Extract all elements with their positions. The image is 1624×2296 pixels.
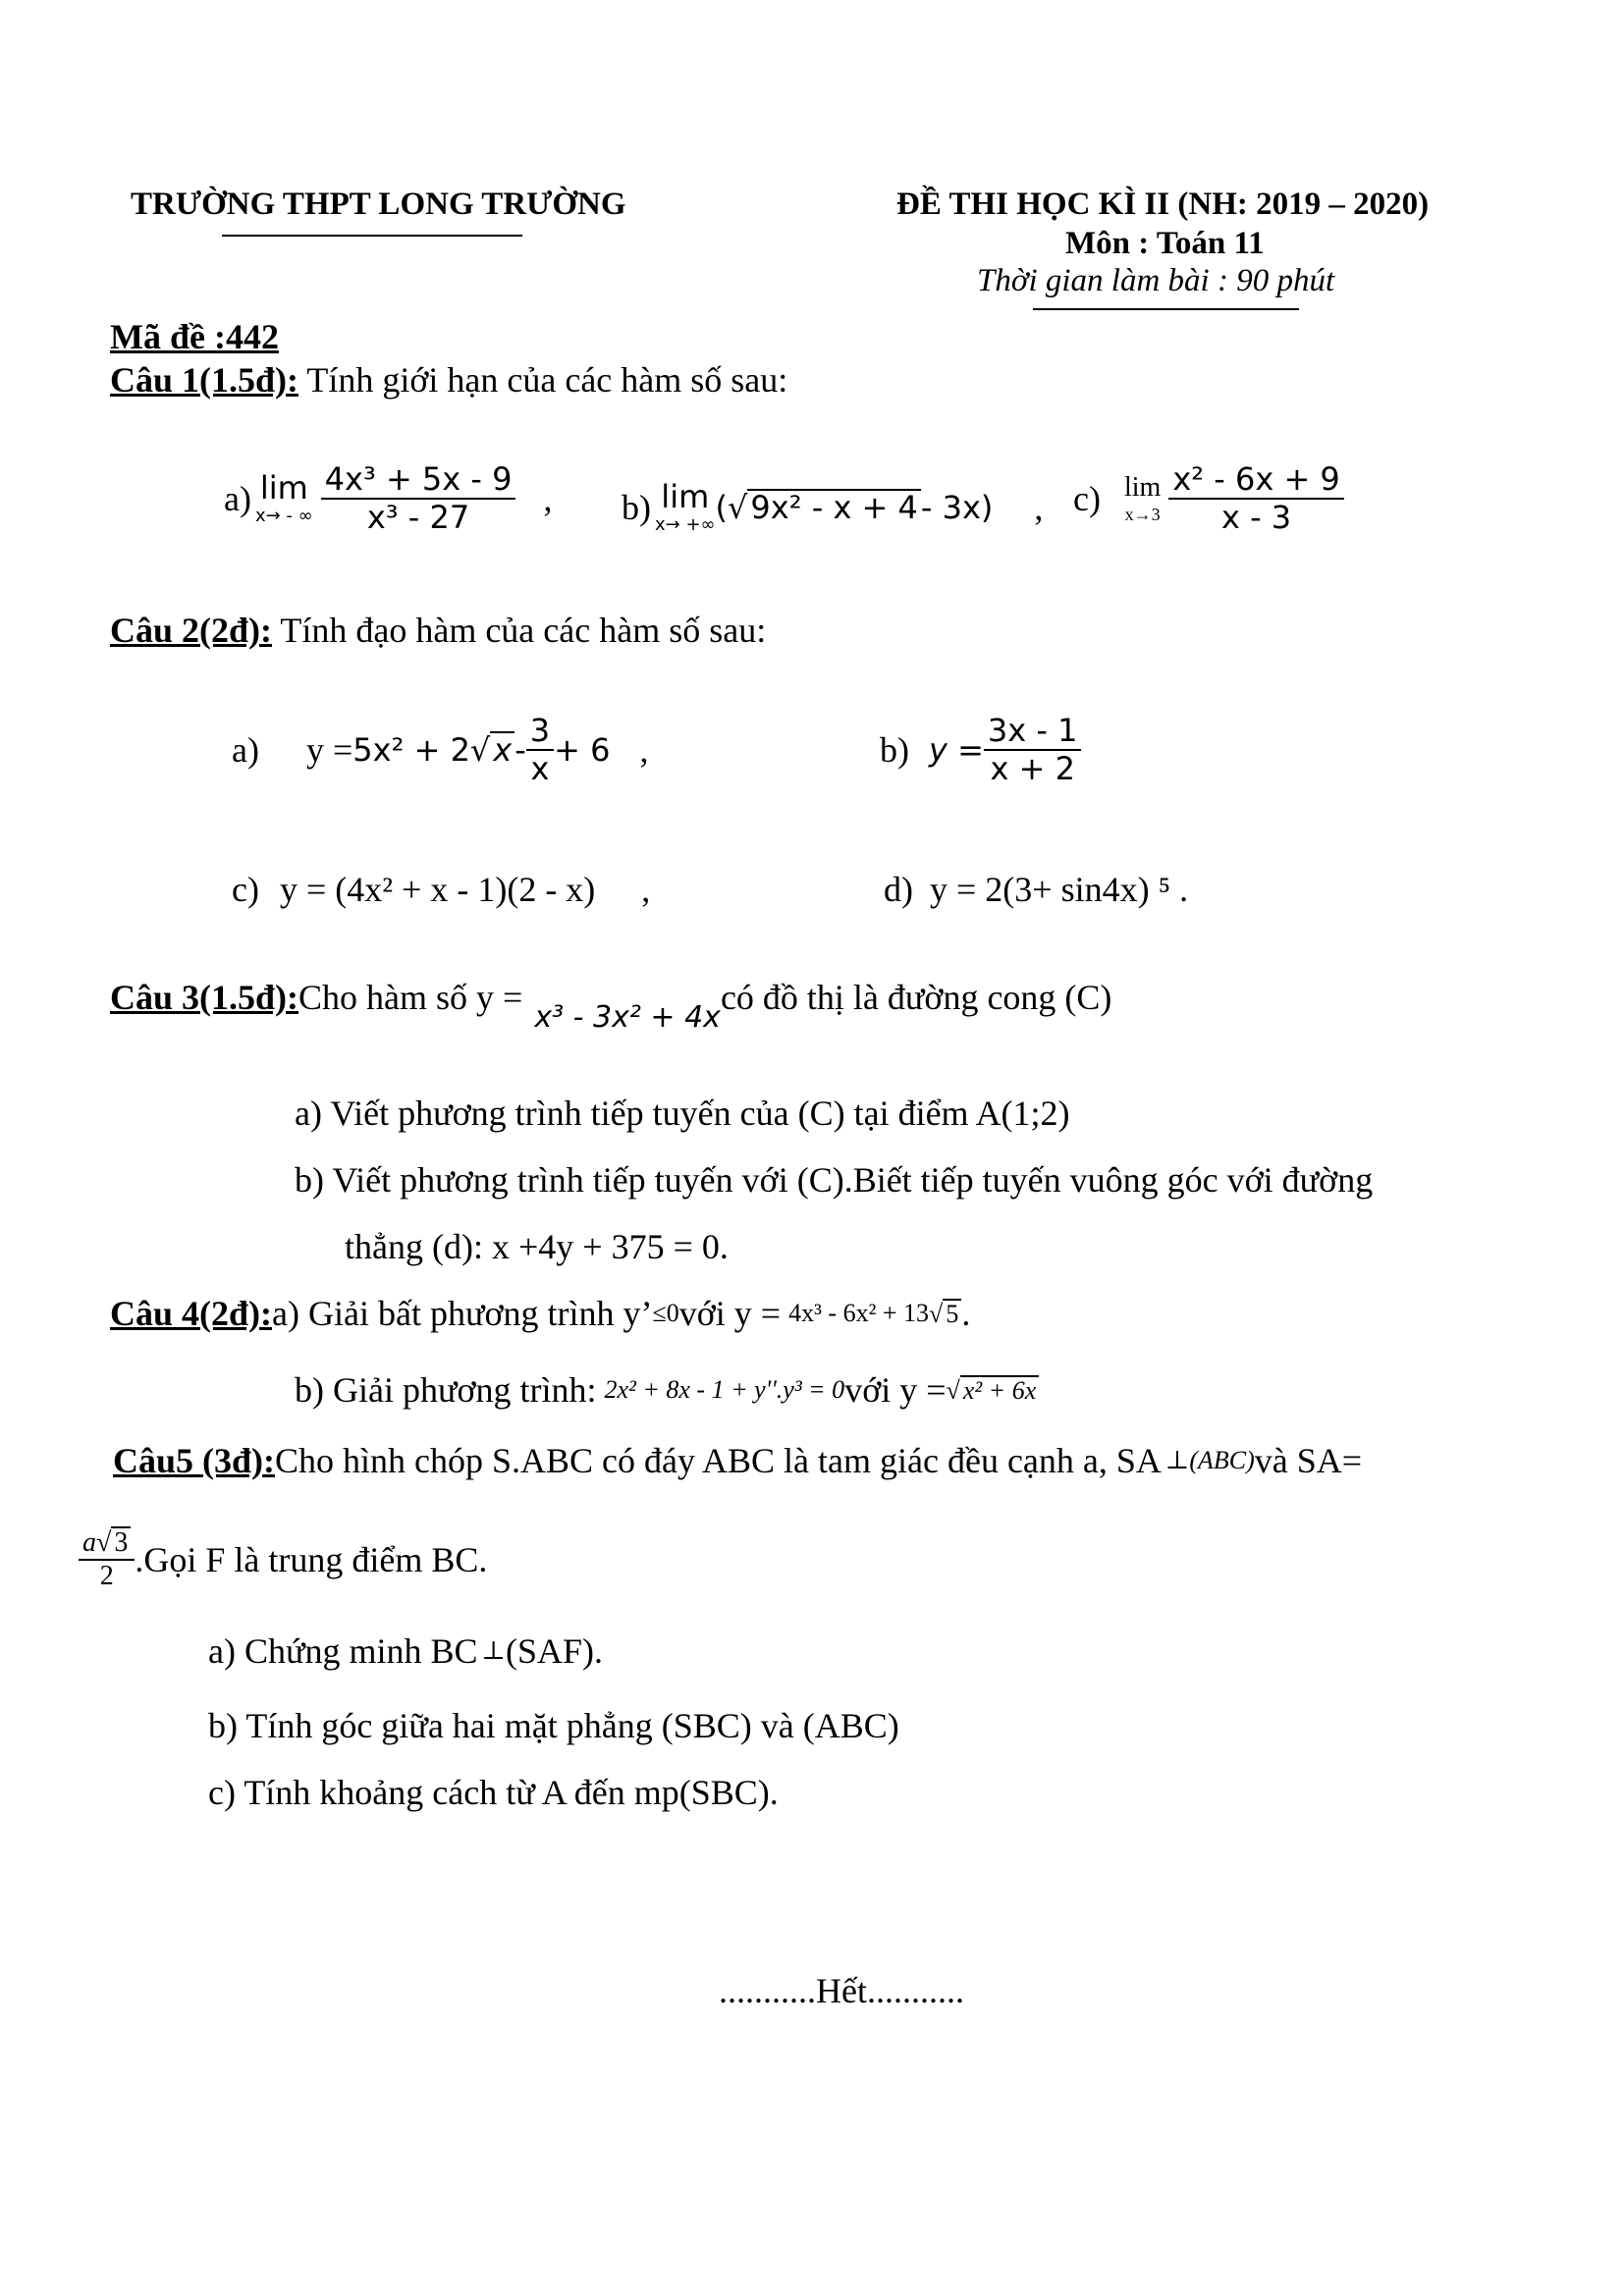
question-3: Câu 3(1.5đ): Cho hàm số y = x³ - 3x² + 4x có đồ thị là đường cong (C) (110, 978, 1112, 1035)
school-underline (222, 235, 522, 237)
question-5-label: Câu5 (3đ): (113, 1441, 276, 1480)
q1-b-sqrt: √9x² - x + 4 (728, 489, 921, 526)
q1-a-fraction: $\frac{\text{4x³ + 5x - 9}}{\text{x³ - 27}}$ (321, 461, 516, 536)
q2-part-b: b) y = $\frac{3x - 1}{x + 2}$ (880, 713, 1081, 787)
q1-b-lim: lim x→ +∞ (655, 478, 716, 535)
q1-part-a (224, 461, 552, 536)
q1-b-prefix: b) (622, 488, 651, 527)
question-2-label: Câu 2(2đ): (110, 611, 273, 650)
q3-part-b-line1: b) Viết phương trình tiếp tuyến với (C).Biết tiếp tuyến vuông góc với đường (295, 1160, 1374, 1200)
q5-part-a: a) Chứng minh BC ⊥ (SAF). (208, 1631, 604, 1671)
q1-b-sep: , (1034, 488, 1044, 527)
q1-part-c (1073, 461, 1344, 536)
q1-c-fraction: $\frac{\text{x² - 6x + 9}}{x - 3}$ (1168, 461, 1343, 536)
q2-b-fraction: $\frac{3x - 1}{x + 2}$ (984, 713, 1082, 787)
q5-continuation: $\frac{a√ 3}{2}$ .Gọi F là trung điểm BC. (79, 1526, 487, 1592)
q3-function: x³ - 3x² + 4x (534, 1000, 721, 1035)
time-underline (1033, 308, 1299, 310)
school-name: TRƯỜNG THPT LONG TRƯỜNG (131, 187, 626, 222)
q2-b-prefix: b) (880, 729, 909, 770)
q5-fraction: $\frac{a√ 3}{2}$ (79, 1526, 135, 1592)
question-2 (110, 610, 766, 651)
q2-part-a: a) y = 5x² + 2 √x - $\frac{3}{x}$ + 6 , (232, 712, 649, 787)
q2-a-fraction: $\frac{3}{x}$ (526, 713, 554, 787)
q5-part-b: b) Tính góc giữa hai mặt phẳng (SBC) và (ABC) (208, 1706, 899, 1745)
exam-time: Thời gian làm bài : 90 phút (977, 263, 1335, 298)
exam-subject: Môn : Toán 11 (1065, 226, 1265, 261)
q3-part-a: a) Viết phương trình tiếp tuyến của (C) tại điểm A(1;2) (295, 1094, 1070, 1133)
question-1-text: Tính giới hạn của các hàm số sau: (298, 360, 788, 400)
exam-code: Mã đề :442 (110, 317, 279, 356)
end-marker: ...........Hết........... (719, 1971, 964, 2010)
question-2-text: Tính đạo hàm của các hàm số sau: (272, 611, 767, 650)
q1-a-lim: lim x→ - ∞ (254, 468, 313, 526)
q2-a-prefix: a) (232, 729, 259, 770)
question-4-a: Câu 4(2đ): a) Giải bất phương trình y’ ≤0 với y = 4x³ - 6x² + 13 √ 5 . (110, 1294, 971, 1333)
q2-part-d: d) y = 2(3+ sin4x) ⁵ . (884, 870, 1189, 909)
q1-a-prefix: a) (224, 478, 251, 518)
question-1 (110, 359, 787, 400)
q1-part-b: b) lim x→ +∞ ( √9x² - x + 4 - 3x) , (622, 478, 1044, 535)
q1-a-sep: , (543, 478, 553, 518)
question-4-b: b) Giải phương trình: 2x² + 8x - 1 + y''.y³ = 0 với y = √ x² + 6x (295, 1369, 1039, 1411)
question-5: Câu5 (3đ): Cho hình chóp S.ABC có đáy ABC là tam giác đều cạnh a, SA ⊥ (ABC) và SA= (113, 1441, 1363, 1480)
q5-part-c: c) Tính khoảng cách từ A đến mp(SBC). (208, 1773, 779, 1812)
exam-title: ĐỀ THI HỌC KÌ II (NH: 2019 – 2020) (896, 187, 1430, 222)
q1-c-lim: lim x→3 (1123, 471, 1162, 524)
q1-c-prefix: c) (1073, 478, 1101, 518)
q2-part-c: c) y = (4x² + x - 1)(2 - x) , (232, 870, 651, 909)
question-4-label: Câu 4(2đ): (110, 1294, 273, 1333)
question-1-label: Câu 1(1.5đ): (110, 360, 299, 400)
question-3-label: Câu 3(1.5đ): (110, 978, 299, 1017)
q3-part-b-line2: thẳng (d): x +4y + 375 = 0. (345, 1227, 729, 1266)
